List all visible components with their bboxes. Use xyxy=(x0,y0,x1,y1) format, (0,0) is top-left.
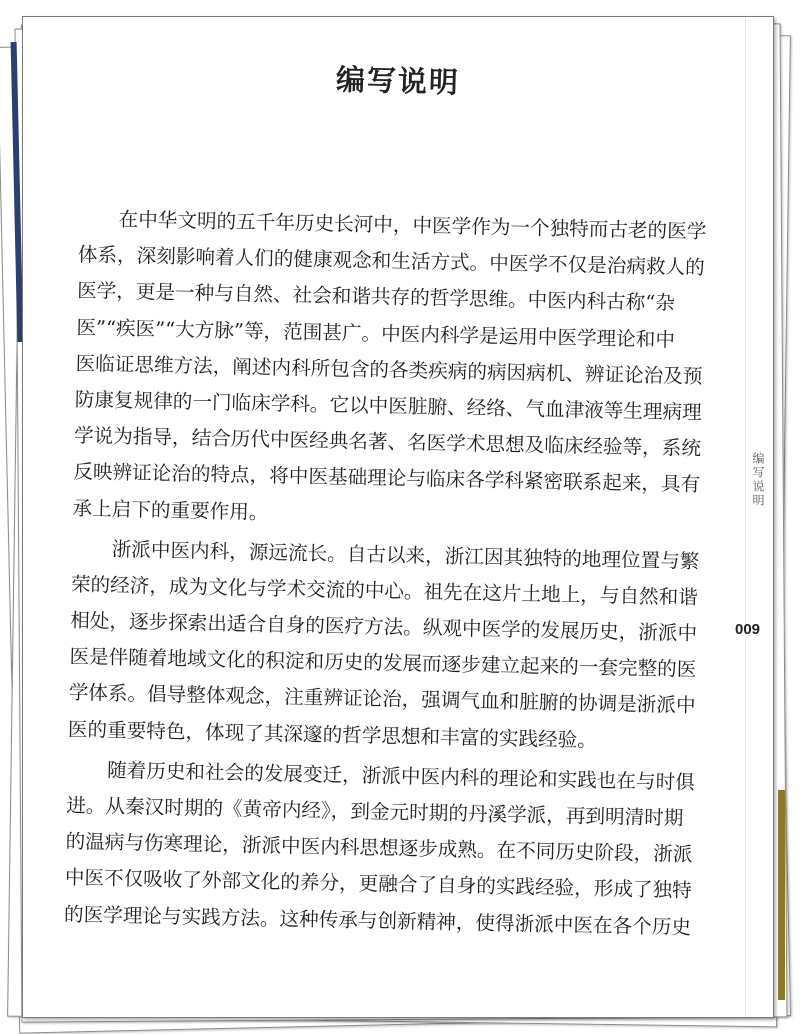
text-line: 医”“疾医”“大方脉”等，范围甚广。中医内科学是运用中医学理论和中 xyxy=(76,315,676,352)
text-line: 的医学理论与实践方法。这种传承与创新精神，使得浙派中医在各个历史 xyxy=(63,902,692,939)
text-line: 进。从秦汉时期的《黄帝内经》，到金元时期的丹溪学派，再到明清时期 xyxy=(66,793,684,830)
page-number: 009 xyxy=(735,621,761,638)
page-body-text xyxy=(64,201,719,946)
text-line: 医临证思维方法，阐述内科所包含的各类疾病的病因病机、辨证论治及预 xyxy=(75,351,703,388)
text-line: 防康复规律的一门临床学科。它以中医脏腑、经络、气血津液等生理病理 xyxy=(74,387,702,425)
paragraph xyxy=(64,752,708,946)
text-line: 相处，逐步探索出适合自身的医疗方法。纵观中医学的发展历史，浙派中 xyxy=(69,608,698,646)
text-line: 反映辨证论治的特点，将中医基础理论与临床各学科紧密联系起来，具有 xyxy=(73,460,701,497)
cover-edge-olive xyxy=(778,790,785,1000)
paragraph xyxy=(72,201,719,540)
running-side-label: 编写说明 xyxy=(751,452,765,508)
text-line: 医是伴随着地域文化的积淀和历史的发展而逐步建立起来的一套完整的医 xyxy=(69,645,697,682)
text-line: 医学，更是一种与自然、社会和谐共存的哲学思维。中医内科古称“杂 xyxy=(76,279,676,315)
paragraph xyxy=(68,531,712,761)
text-line: 承上启下的重要作用。 xyxy=(72,496,269,524)
text-line: 随着历史和社会的发展变迁，浙派中医内科的理论和实践也在与时俱 xyxy=(106,758,696,794)
text-line: 在中华文明的五千年历史长河中，中医学作为一个独特而古老的医学 xyxy=(118,207,707,244)
text-line: 浙派中医内科，源远流长。自古以来，浙江因其独特的地理位置与繁 xyxy=(111,537,700,573)
margin-divider xyxy=(745,17,746,1017)
page-title: 编写说明 xyxy=(335,62,461,100)
text-line: 的温病与伤寒理论，浙派中医内科思想逐步成熟。在不同历史阶段，浙派 xyxy=(65,830,693,867)
text-line: 荣的经济，成为文化与学术交流的中心。祖先在这片土地上，与自然和谐 xyxy=(70,572,699,609)
text-line: 学说为指导，结合历代中医经典名著、名医学术思想及临床经验等，系统 xyxy=(73,424,702,461)
text-line: 体系，深刻影响着人们的健康观念和生活方式。中医学不仅是治病救人的 xyxy=(77,243,705,280)
text-line: 中医不仅吸收了外部文化的养分，更融合了自身的实践经验，形成了独特 xyxy=(64,866,692,903)
text-line: 医的重要特色，体现了其深邃的哲学思想和丰富的实践经验。 xyxy=(67,717,598,752)
book-page xyxy=(22,16,774,1018)
text-line: 学体系。倡导整体观念，注重辨证论治，强调气血和脏腑的协调是浙派中 xyxy=(68,681,696,718)
